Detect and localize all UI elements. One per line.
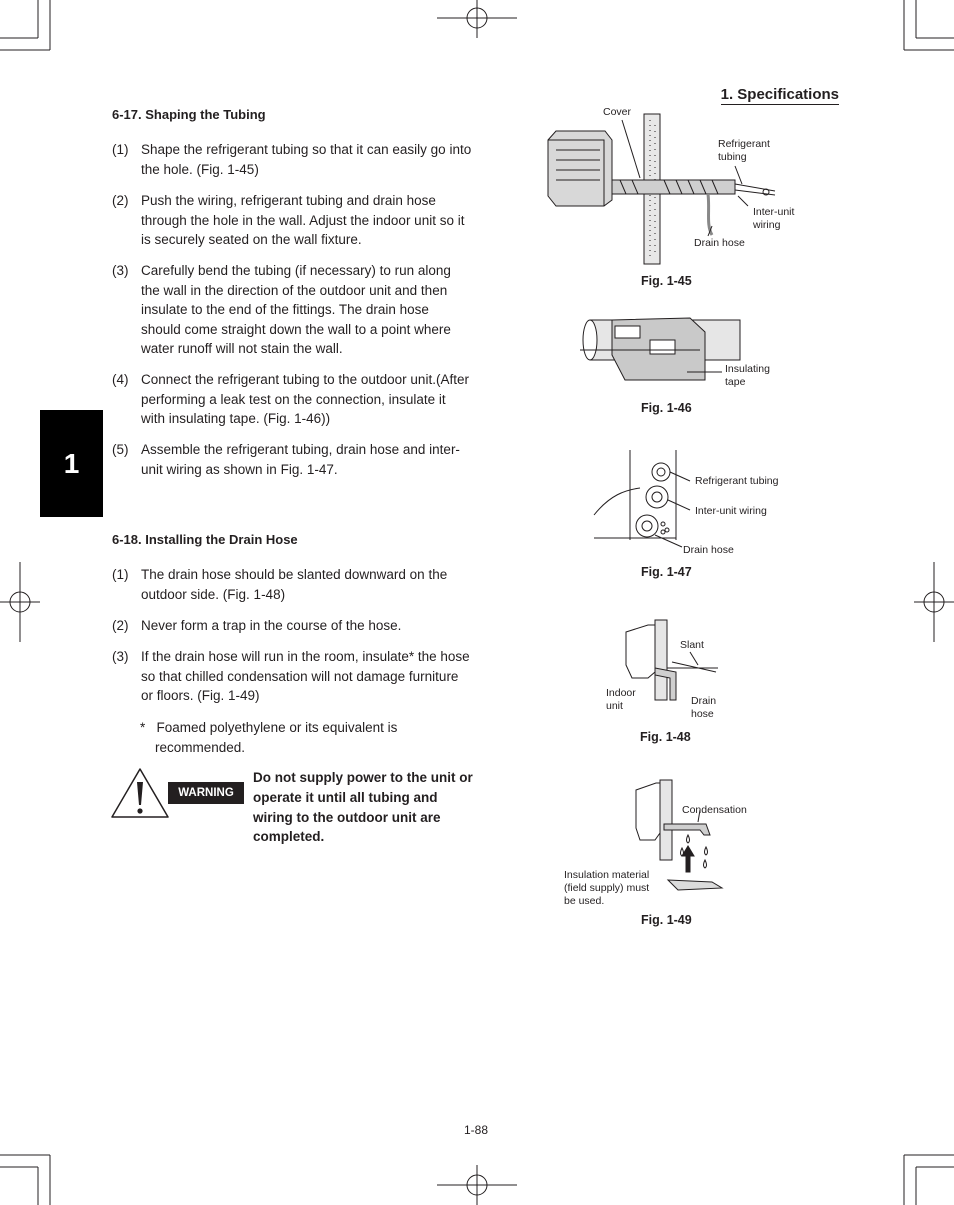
fig47-label-refrigerant: Refrigerant tubing (695, 475, 779, 487)
list-item (112, 261, 472, 359)
fig-1-47-illustration (594, 450, 690, 547)
item-text: Never form a trap in the course of the hose. (141, 618, 402, 633)
list-item (112, 191, 472, 250)
fig49-label-condensation: Condensation (682, 804, 747, 816)
item-number: (3) (112, 263, 129, 278)
item-text: Connect the refrigerant tubing to the outdoor unit.(After performing a leak test on the connection, insulate it with insulating tape. (Fig. 1-46)) (141, 372, 469, 427)
item-text: Shape the refrigerant tubing so that it can easily go into the hole. (Fig. 1-45) (141, 142, 472, 177)
item-number: (2) (112, 193, 129, 208)
fig49-label-insulation: Insulation material (field supply) must be used. (564, 869, 650, 907)
fig48-label-indoor: Indoor unit (606, 687, 636, 712)
item-text: Assemble the refrigerant tubing, drain hose and inter-unit wiring as shown in Fig. 1-47. (141, 442, 460, 477)
fig47-label-drain: Drain hose (683, 544, 734, 556)
warning-text: Do not supply power to the unit or operate it until all tubing and wiring to the outdoor unit are completed. (253, 770, 473, 845)
fig47-label-interunit: Inter-unit wiring (695, 505, 767, 517)
fig48-label-slant: Slant (680, 639, 704, 651)
item-number: (2) (112, 618, 129, 633)
item-number: (5) (112, 442, 129, 457)
list-item (112, 440, 472, 479)
page-header-title: 1. Specifications (720, 86, 839, 103)
fig48-label-drain: Drain hose (691, 695, 717, 720)
footnote: * Foamed polyethylene or its equivalent is recommended. (140, 720, 402, 755)
warning-label: WARNING (168, 782, 244, 804)
fig45-label-drain: Drain hose (694, 237, 745, 249)
fig45-label-refrigerant: Refrigerant tubing (718, 138, 770, 163)
warning-triangle-icon (112, 769, 168, 817)
item-number: (3) (112, 649, 129, 664)
item-text: Carefully bend the tubing (if necessary) to run along the wall in the direction of the outdoor unit and then insulate to the end of the fittings. The drain hose should come straight down the wall to a point where water runoff will not stain the wall. (141, 263, 451, 357)
fig-1-45-caption: Fig. 1-45 (641, 274, 692, 288)
item-number: (1) (112, 567, 129, 582)
list-item (112, 140, 472, 179)
section-title-shaping-tubing: 6-17. Shaping the Tubing (112, 107, 266, 122)
item-text: If the drain hose will run in the room, insulate* the hose so that chilled condensation will not damage furniture or floors. (Fig. 1-49) (141, 649, 470, 704)
fig45-label-interunit: Inter-unit wiring (753, 206, 795, 231)
list-item (112, 565, 472, 604)
list-item (112, 647, 472, 706)
chapter-tab: 1 (40, 410, 103, 517)
fig-1-49-caption: Fig. 1-49 (641, 913, 692, 927)
list-item (112, 616, 472, 636)
list-item (112, 370, 472, 429)
fig-1-46-caption: Fig. 1-46 (641, 401, 692, 415)
fig46-label-insulating: Insulating tape (725, 363, 770, 388)
fig-1-48-caption: Fig. 1-48 (640, 730, 691, 744)
item-text: Push the wiring, refrigerant tubing and drain hose through the hole in the wall. Adjust the indoor unit so it is securely seated on the wall fixture. (141, 193, 465, 248)
item-number: (1) (112, 142, 129, 157)
fig-1-46-illustration (580, 318, 740, 380)
fig-1-47-caption: Fig. 1-47 (641, 565, 692, 579)
fig45-label-cover: Cover (603, 106, 632, 118)
item-number: (4) (112, 372, 129, 387)
section-title-drain-hose: 6-18. Installing the Drain Hose (112, 532, 298, 547)
item-text: The drain hose should be slanted downward on the outdoor side. (Fig. 1-48) (141, 567, 448, 602)
page-number: 1-88 (464, 1123, 489, 1137)
